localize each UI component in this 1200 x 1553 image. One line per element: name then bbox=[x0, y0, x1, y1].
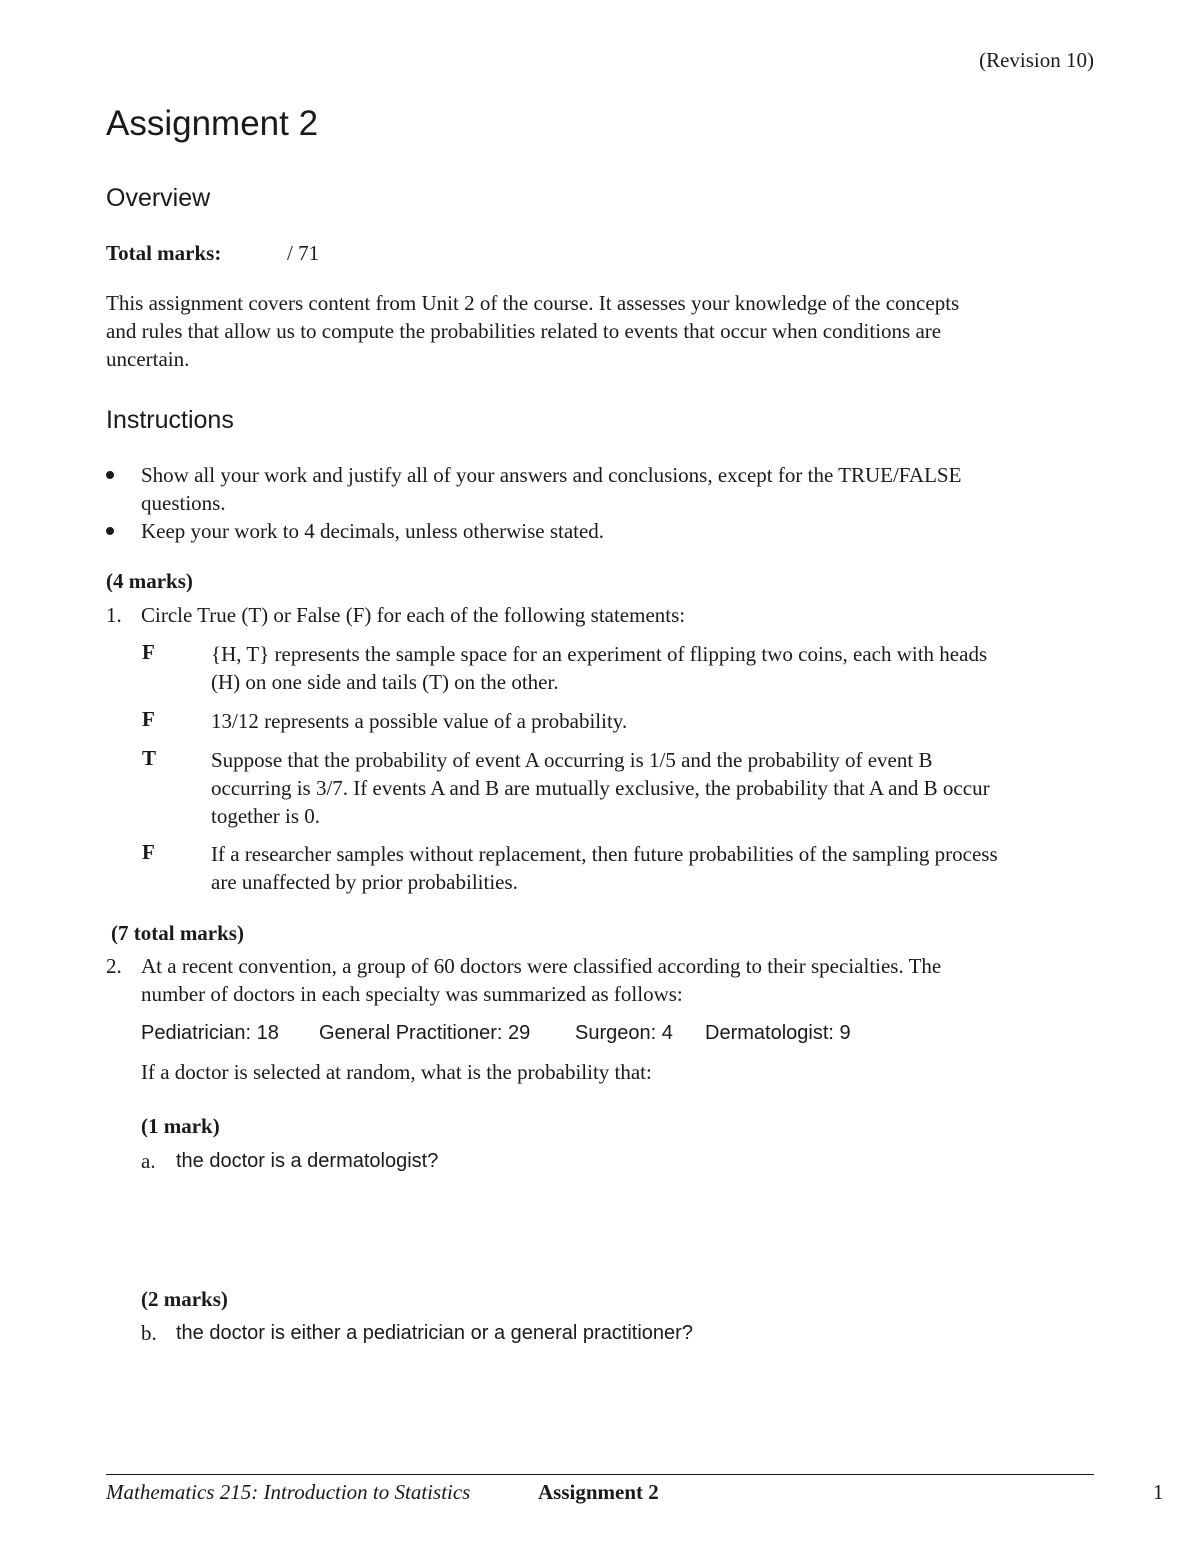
total-marks-value: / 71 bbox=[287, 241, 320, 265]
page-number: 1 bbox=[1153, 1480, 1164, 1504]
question2-number: 2. bbox=[106, 954, 122, 978]
tf-statement bbox=[211, 640, 1096, 696]
description-line: and rules that allow us to compute the probabilities related to events that occur when conditions are bbox=[106, 319, 942, 343]
tf-answer: F bbox=[142, 840, 155, 864]
prompt-line: number of doctors in each specialty was summarized as follows: bbox=[141, 982, 683, 1006]
specialty-pediatrician: Pediatrician: 18 bbox=[141, 1022, 279, 1044]
bullet-icon bbox=[106, 471, 114, 479]
instruction-line: questions. bbox=[141, 491, 226, 515]
prompt-line: At a recent convention, a group of 60 doctors were classified according to their specialties. The bbox=[141, 954, 942, 978]
overview-heading: Overview bbox=[106, 184, 211, 212]
tf-statement bbox=[211, 707, 1096, 735]
footer-course-title: Mathematics 215: Introduction to Statistics bbox=[106, 1480, 471, 1504]
part-b-marks: (2 marks) bbox=[141, 1287, 228, 1311]
statement-line: 13/12 represents a possible value of a probability. bbox=[211, 709, 628, 733]
statement-line: together is 0. bbox=[211, 804, 321, 828]
specialty-general-practitioner: General Practitioner: 29 bbox=[319, 1022, 531, 1044]
tf-answer: F bbox=[142, 640, 155, 664]
instruction-line: Show all your work and justify all of your answers and conclusions, except for the TRUE/FALSE bbox=[141, 463, 962, 487]
question2-followup: If a doctor is selected at random, what is the probability that: bbox=[141, 1060, 652, 1084]
description-line: This assignment covers content from Unit 2 of the course. It assesses your knowledge of the concepts bbox=[106, 291, 960, 315]
part-a-marks: (1 mark) bbox=[141, 1114, 220, 1138]
tf-answer: F bbox=[142, 707, 155, 731]
tf-statement bbox=[211, 746, 1096, 830]
bullet-icon bbox=[106, 527, 114, 535]
tf-answer: T bbox=[142, 746, 157, 770]
footer-assignment-label: Assignment 2 bbox=[538, 1480, 659, 1504]
question1-prompt: Circle True (T) or False (F) for each of the following statements: bbox=[141, 603, 686, 627]
tf-statement bbox=[211, 840, 1096, 896]
instruction-item bbox=[141, 517, 1096, 545]
statement-line: {H, T} represents the sample space for an experiment of flipping two coins, each with heads bbox=[211, 642, 988, 666]
statement-line: If a researcher samples without replacement, then future probabilities of the sampling process bbox=[211, 842, 998, 866]
question2-prompt bbox=[141, 952, 1096, 1008]
total-marks-label: Total marks: bbox=[106, 241, 222, 265]
question1-marks: (4 marks) bbox=[106, 569, 193, 593]
question1-number: 1. bbox=[106, 603, 122, 627]
part-a-question: the doctor is a dermatologist? bbox=[176, 1150, 439, 1172]
footer-divider bbox=[106, 1474, 1094, 1475]
instruction-line: Keep your work to 4 decimals, unless otherwise stated. bbox=[141, 519, 605, 543]
statement-line: are unaffected by prior probabilities. bbox=[211, 870, 518, 894]
revision-label: (Revision 10) bbox=[979, 48, 1094, 72]
specialty-surgeon: Surgeon: 4 bbox=[575, 1022, 673, 1044]
overview-description bbox=[106, 289, 1096, 373]
question2-marks: (7 total marks) bbox=[111, 921, 244, 945]
specialty-dermatologist: Dermatologist: 9 bbox=[705, 1022, 851, 1044]
instruction-item bbox=[141, 461, 1096, 517]
part-b-letter: b. bbox=[141, 1321, 157, 1345]
instructions-heading: Instructions bbox=[106, 406, 234, 434]
statement-line: Suppose that the probability of event A occurring is 1/5 and the probability of event B bbox=[211, 748, 933, 772]
description-line: uncertain. bbox=[106, 347, 190, 371]
statement-line: (H) on one side and tails (T) on the other. bbox=[211, 670, 559, 694]
part-b-question: the doctor is either a pediatrician or a general practitioner? bbox=[176, 1322, 693, 1344]
page-title: Assignment 2 bbox=[106, 104, 319, 143]
statement-line: occurring is 3/7. If events A and B are mutually exclusive, the probability that A and B occur bbox=[211, 776, 990, 800]
part-a-letter: a. bbox=[141, 1149, 156, 1173]
